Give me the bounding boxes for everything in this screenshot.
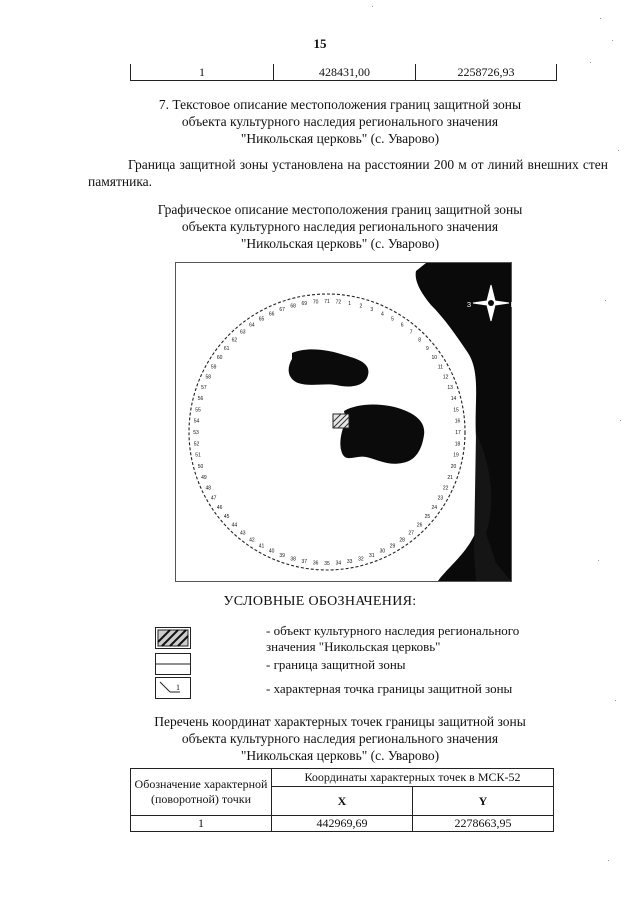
point-label: 42	[249, 537, 255, 544]
legend-text-point: - характерная точка границы защитной зоны	[266, 681, 513, 696]
title-line: "Никольская церковь" (с. Уварово)	[240, 236, 440, 251]
point-label: 12	[442, 374, 449, 381]
previous-coordinates-table	[130, 64, 557, 81]
table-row	[131, 64, 557, 81]
table-row	[131, 816, 554, 832]
title-line: Перечень координат характерных точек границы защитной зоны	[154, 714, 526, 729]
point-label: 64	[249, 322, 255, 329]
point-label: 51	[195, 452, 201, 459]
point-label: 40	[268, 548, 275, 555]
coordinates-table	[130, 768, 554, 832]
heritage-object-marker	[333, 414, 349, 428]
table-cell-x: 442969,69	[272, 816, 413, 832]
point-label: 38	[290, 556, 296, 563]
legend-line: значения "Никольская церковь"	[266, 639, 441, 654]
point-label: 11	[437, 364, 444, 371]
point-label: 68	[290, 303, 296, 310]
point-label: 20	[450, 463, 457, 470]
point-label: 24	[431, 505, 438, 512]
title-line: "Никольская церковь" (с. Уварово)	[240, 748, 440, 763]
point-label: 55	[195, 407, 201, 414]
boundary-line-icon	[155, 653, 191, 675]
point-label: 34	[335, 560, 342, 567]
title-line: 7. Текстовое описание местоположения границ защитной зоны	[158, 97, 522, 112]
point-label: 31	[369, 553, 375, 560]
hatched-rectangle-icon	[155, 627, 191, 649]
table-header-x: X	[272, 787, 413, 816]
point-label: 49	[201, 474, 207, 481]
point-label: 69	[301, 301, 308, 307]
point-label: 17	[455, 430, 461, 436]
point-label: 27	[408, 530, 414, 537]
point-label: 3	[370, 306, 374, 313]
point-label: 33	[346, 559, 353, 565]
point-label: 58	[205, 374, 212, 381]
coordinates-list-title	[80, 713, 600, 764]
point-label: 1	[348, 301, 352, 307]
table-cell-y: 2258726,93	[416, 64, 557, 81]
point-label: 71	[324, 299, 330, 305]
point-label: 50	[197, 463, 204, 470]
title-line: объекта культурного наследия регионального значения	[181, 731, 499, 746]
point-label: 48	[205, 485, 212, 492]
point-label: 14	[450, 396, 457, 403]
point-label: 5	[391, 316, 394, 323]
point-label: 7	[409, 329, 413, 336]
point-label: 15	[453, 407, 459, 414]
legend-text-boundary: - граница защитной зоны	[266, 657, 406, 672]
point-label: 63	[240, 329, 246, 336]
point-label: 57	[201, 385, 207, 392]
page-number: 15	[313, 36, 327, 51]
point-label: 39	[279, 553, 285, 560]
characteristic-point-icon	[155, 677, 191, 699]
point-label: 56	[197, 396, 204, 403]
table-cell-y: 2278663,95	[413, 816, 554, 832]
point-label: 13	[447, 385, 453, 392]
table-header-y: Y	[413, 787, 554, 816]
legend-title: УСЛОВНЫЕ ОБОЗНАЧЕНИЯ:	[223, 594, 417, 609]
point-label: 2	[359, 303, 363, 310]
compass-west-label: З	[466, 302, 472, 309]
point-label: 70	[312, 299, 319, 306]
point-label: 32	[358, 556, 364, 563]
point-label: 44	[231, 522, 238, 529]
point-label: 4	[381, 311, 384, 318]
point-label: 29	[389, 543, 396, 550]
section-7-title	[80, 96, 600, 147]
title-line: "Никольская церковь" (с. Уварово)	[240, 131, 440, 146]
point-label: 21	[447, 474, 453, 481]
table-header-coordinates: Координаты характерных точек в МСК-52	[272, 769, 554, 787]
point-label: 35	[324, 561, 330, 567]
legend-point-label: 1	[176, 683, 180, 692]
point-label: 8	[418, 337, 421, 344]
point-label: 25	[424, 514, 431, 521]
point-label: 52	[193, 441, 200, 448]
point-label: 72	[335, 299, 342, 306]
point-label: 60	[216, 354, 223, 361]
point-label: 23	[437, 495, 444, 502]
point-label: 67	[279, 306, 285, 313]
point-label: 18	[454, 441, 461, 448]
point-label: 30	[379, 548, 386, 555]
point-label: 9	[426, 345, 429, 352]
point-label: 53	[193, 430, 199, 436]
point-label: 62	[231, 337, 238, 344]
point-label: 22	[442, 485, 449, 492]
graphic-description-title	[80, 201, 600, 252]
point-label: 37	[301, 559, 308, 565]
point-label: 65	[258, 316, 265, 323]
table-cell-id: 1	[131, 64, 274, 81]
map-graphic	[176, 263, 516, 581]
protective-zone-map	[175, 262, 516, 582]
title-line: Графическое описание местоположения границ защитной зоны	[157, 202, 523, 217]
legend-text-heritage	[266, 623, 519, 655]
boundary-description-paragraph: Граница защитной зоны установлена на расстоянии 200 м от линий внешних стен памятника.	[88, 157, 608, 189]
point-label: 66	[268, 311, 275, 318]
legend-line: - объект культурного наследия регионального	[266, 623, 520, 638]
compass-east-label: В	[510, 302, 516, 309]
table-cell-x: 428431,00	[274, 64, 416, 81]
point-label: 6	[400, 322, 404, 329]
point-label: 26	[416, 522, 423, 529]
table-header-designation: Обозначение характерной (поворотной) точки	[131, 769, 272, 816]
point-label: 45	[223, 514, 230, 521]
table-cell-id: 1	[131, 816, 272, 832]
point-label: 36	[312, 560, 319, 567]
title-line: объекта культурного наследия регионального значения	[181, 114, 499, 129]
point-label: 46	[216, 505, 223, 512]
point-label: 61	[223, 345, 230, 352]
point-label: 43	[240, 530, 246, 537]
point-label: 54	[193, 418, 200, 425]
point-label: 41	[258, 543, 265, 550]
title-line: объекта культурного наследия регионального значения	[181, 219, 499, 234]
point-label: 47	[210, 495, 217, 502]
point-label: 28	[399, 537, 405, 544]
point-label: 59	[210, 364, 217, 371]
point-label: 19	[453, 452, 459, 459]
point-label: 16	[454, 418, 461, 425]
point-label: 10	[431, 354, 438, 361]
